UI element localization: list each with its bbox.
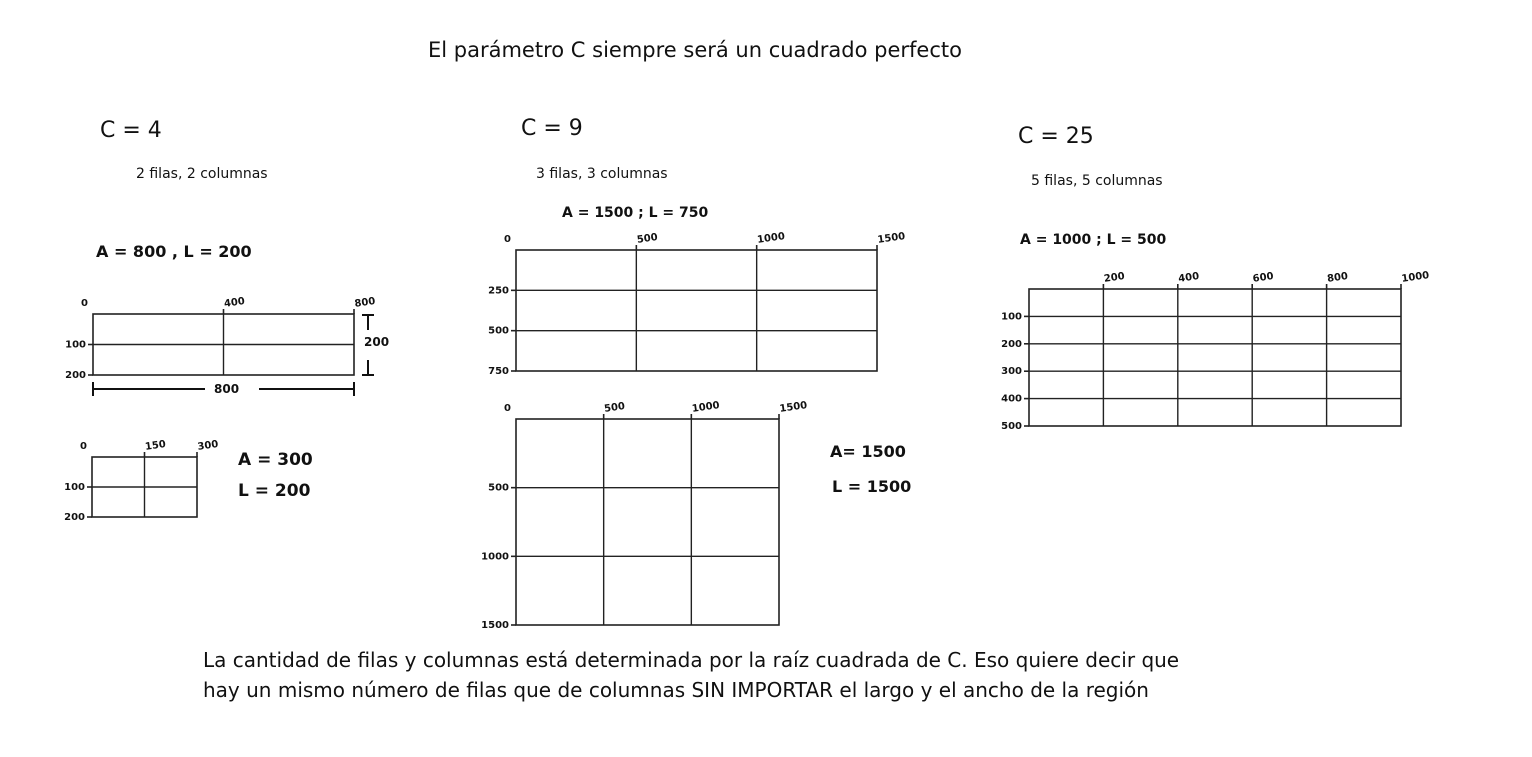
c4-label: C = 4 [100, 118, 162, 143]
y-tick-label: 400 [1001, 393, 1022, 405]
y-tick-label: 250 [488, 285, 509, 297]
y-tick-label: 100 [64, 482, 85, 493]
c25-rows-cols: 5 filas, 5 columnas [1031, 173, 1163, 189]
c9-square-a: A= 1500 [830, 442, 906, 461]
origin-label: 0 [504, 403, 511, 414]
x-tick-label: 1500 [876, 231, 906, 246]
grid-border [1029, 289, 1401, 426]
c4-width-value: 800 [214, 382, 240, 396]
origin-label: 0 [80, 441, 87, 452]
y-tick-label: 1000 [481, 551, 509, 563]
x-tick-label: 1500 [778, 400, 808, 415]
c4-dims: A = 800 , L = 200 [96, 242, 252, 261]
c4-rows-cols: 2 filas, 2 columnas [136, 166, 268, 182]
y-tick-label: 300 [1001, 366, 1022, 378]
y-tick-label: 100 [65, 339, 86, 351]
grid-border [516, 419, 779, 625]
grid-border [516, 250, 877, 371]
c9-label: C = 9 [521, 116, 583, 141]
y-tick-label: 200 [64, 512, 85, 523]
y-tick-label: 500 [1001, 421, 1022, 432]
c4-width-annotation [93, 382, 354, 396]
c4-height-value: 200 [364, 335, 390, 349]
x-tick-label: 800 [353, 296, 377, 310]
footer-line-2: hay un mismo número de filas que de columnas SIN IMPORTAR el largo y el ancho de la región [203, 678, 1149, 702]
c9-rows-cols: 3 filas, 3 columnas [536, 166, 668, 182]
c4-small-l: L = 200 [238, 481, 311, 501]
c9-dims: A = 1500 ; L = 750 [562, 205, 709, 221]
y-tick-label: 100 [1001, 311, 1022, 323]
x-tick-label: 800 [1326, 271, 1349, 285]
x-tick-label: 600 [1252, 271, 1275, 285]
c4-height-annotation [362, 315, 389, 375]
grid-c4-small [64, 439, 219, 523]
c25-label: C = 25 [1018, 124, 1094, 149]
y-tick-label: 200 [65, 370, 86, 381]
y-tick-label: 750 [488, 366, 509, 377]
x-tick-label: 400 [223, 296, 246, 310]
footer-line-1: La cantidad de filas y columnas está determinada por la raíz cuadrada de C. Eso quiere decir que [203, 648, 1180, 672]
grid-c4-wide [65, 296, 376, 381]
origin-label: 0 [81, 298, 88, 309]
x-tick-label: 200 [1103, 271, 1126, 285]
x-tick-label: 300 [196, 439, 220, 453]
y-tick-label: 500 [488, 325, 509, 337]
x-tick-label: 1000 [756, 231, 786, 246]
x-tick-label: 1000 [1400, 270, 1430, 285]
y-tick-label: 200 [1001, 338, 1022, 350]
grid-c9-wide [488, 231, 906, 377]
c9-square-l: L = 1500 [832, 477, 912, 496]
y-tick-label: 1500 [481, 620, 509, 631]
x-tick-label: 1000 [691, 400, 721, 415]
grid-c9-square [481, 400, 808, 631]
page-title: El parámetro C siempre será un cuadrado perfecto [428, 38, 962, 62]
y-tick-label: 500 [488, 482, 509, 494]
x-tick-label: 400 [1177, 271, 1200, 285]
x-tick-label: 500 [603, 401, 626, 415]
x-tick-label: 150 [144, 439, 167, 453]
c25-dims: A = 1000 ; L = 500 [1020, 232, 1167, 248]
x-tick-label: 500 [636, 232, 659, 246]
grid-c25-wide [1001, 270, 1430, 432]
c4-small-a: A = 300 [238, 450, 313, 470]
origin-label: 0 [504, 234, 511, 245]
